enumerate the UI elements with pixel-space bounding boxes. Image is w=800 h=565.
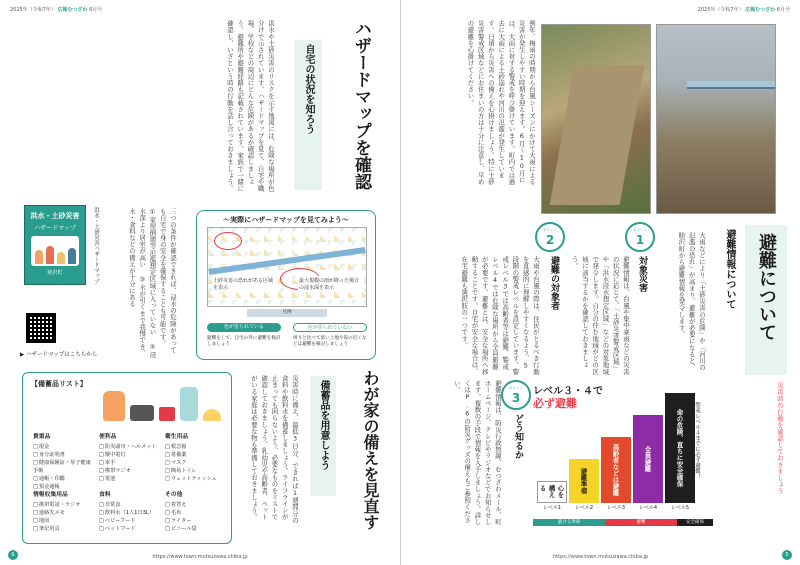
- hazard-title: ハザードマップを確認: [351, 20, 371, 190]
- list-item[interactable]: □ 非常食: [99, 501, 161, 509]
- level5-note: 警戒レベル４までに必ず避難！: [694, 402, 700, 479]
- list-col-food: 食料 □ 非常食 □ 飲料水（1人1日3L） □ ベビーフード □ ペットフード: [99, 491, 161, 533]
- header-date: 2025年（令和7年）: [10, 7, 56, 13]
- prep-body-text: 災害時に備え、最低3日分、できれば1週間分の食料や飲料水を備蓄しましょう。ライフラインが止まっても困らないよう、必要なものをリストで確認しておきましょう。乳幼児や高齢者、ペットがいる家庭は必要な物も準備しておきましょう。: [250, 375, 299, 524]
- header-brand: 広報むつざわ: [745, 7, 776, 13]
- prep-title: わが家の備えを見直す: [361, 370, 380, 530]
- water-bottle-icon: [180, 387, 198, 421]
- helmet-icon: [203, 409, 221, 421]
- list-item[interactable]: □ 携帯電話・ラジオ: [33, 501, 95, 509]
- pill-uncolored: 色が塗られていない: [293, 323, 367, 332]
- map-panel-title: 〜実際にハザードマップを見てみよう〜: [223, 216, 349, 224]
- levels-axis: [533, 519, 713, 526]
- cover-title-1: 洪水・土砂災害: [30, 212, 80, 220]
- point-1-badge: ポイント 1: [625, 222, 655, 252]
- map-conditions-text: 三つの条件が確認できれば、浸水の危険があっても自宅で身の安全を確保することも可能です。 ①家屋倒壊等氾濫想定区域に入っていない ②浸水深より居室が高い ③水が引くまで我慢でき、水・食料などの備えが十分にある: [128, 208, 177, 358]
- list-col-other: その他 □ 着替え □ 毛布 □ ライター □ ビニール袋: [165, 491, 227, 533]
- first-aid-icon: [159, 407, 175, 421]
- point-1-heading: 対象災害: [637, 256, 647, 292]
- pill-uncolored-text: 周りと比べて低い土地や崖の近くなどは避難を検討しましょう: [293, 336, 367, 347]
- list-col-hygiene: 衛生用品 □ 救急箱 □ 常備薬 □ マスク □ 簡易トイレ □ ウェットティッシュ: [165, 433, 227, 483]
- header-month: 6月号: [776, 7, 790, 13]
- header-month: 6月号: [89, 7, 103, 13]
- evacuation-title: 避難について: [745, 225, 787, 375]
- list-item[interactable]: □ 連絡先メモ: [33, 509, 95, 517]
- band-safety: 安全確保: [677, 519, 713, 526]
- list-item[interactable]: □ 電池: [99, 475, 161, 483]
- pill-colored: 色が塗られている: [207, 323, 281, 332]
- band-prepare: 避ける準備: [533, 519, 605, 526]
- list-item[interactable]: □ ウェットティッシュ: [165, 475, 227, 483]
- list-item[interactable]: □ 預金通帳: [33, 483, 95, 491]
- cover-brand: 睦沢町: [47, 270, 63, 276]
- page-header: [698, 6, 790, 13]
- list-item[interactable]: □ 救急箱: [165, 443, 227, 451]
- stockpile-illustrations: [103, 379, 227, 421]
- triangle-icon: ▶: [20, 352, 25, 358]
- pill-colored-text: 避難をして、自宅の外に避難を検討しましょう: [207, 336, 281, 347]
- cover-title-2: ハザードマップ: [34, 225, 76, 232]
- map-label-1: 土砂災害の恐れがある区域を表示: [213, 278, 274, 291]
- evacuation-levels-chart: [533, 382, 713, 532]
- levels-bars: [533, 382, 713, 517]
- page-number-right: 5: [782, 550, 792, 560]
- footer-url-right[interactable]: https://www.town.mutsuzawa.chiba.jp: [552, 554, 649, 560]
- map-image: [207, 227, 367, 307]
- evacuation-subheading: 避難情報について: [724, 229, 735, 309]
- levels-title-1: レベル３・４で: [533, 386, 603, 397]
- list-item[interactable]: □ 健康保険証・母子健康手帳: [33, 459, 95, 475]
- point-3-heading: どう知るか: [513, 414, 523, 459]
- hazard-map-panel: [196, 210, 376, 360]
- list-item[interactable]: □ 常備薬: [165, 451, 227, 459]
- level-bar-2: 避難準備: [569, 459, 599, 503]
- list-item[interactable]: □ マスク: [165, 459, 227, 467]
- backpack-icon: [103, 391, 125, 421]
- list-item[interactable]: □ 着替え: [165, 501, 227, 509]
- flooded-river-photo: [656, 24, 776, 214]
- list-item[interactable]: □ 筆記用具: [33, 525, 95, 533]
- stockpile-list-box: [22, 372, 232, 544]
- list-col-useful: 便利品 □ 防災頭巾・ヘルメット □ 懐中電灯 □ 軍手 □ 携帯ラジオ □ 電池: [99, 433, 161, 483]
- list-item[interactable]: □ 防災頭巾・ヘルメット: [99, 443, 161, 451]
- hazard-map-qr-code[interactable]: [26, 313, 56, 343]
- point-2-text: 大雨や台風の際は、住民がとるべき行動を直感的に理解しやすくなるよう、5段階の警戒レベルを設定しています。警戒レベル3では高齢者等は避難、警戒レベル4では危険な場所から全員避難が必要です。避難とは、安全な場所へ移動することです。自宅が安全な場合は、在宅避難も選択肢の一つです。: [460, 256, 540, 375]
- landslide-photo: [541, 24, 651, 214]
- right-caption: 災害時の行動を確認しておきましょう: [776, 382, 784, 495]
- point-2-heading: 避難の対象者: [549, 256, 559, 310]
- qr-caption: ▶ ハザードマップはこちらから: [20, 352, 98, 358]
- photo-intro-text: 例年、梅雨の時期から台風シーズンにかけて大雨による災害が発生しやすい時期を迎えます。6月〜10月には、大雨に対する警戒を呼び掛けています。町内では過去に大雨による土砂崩れや河川の氾濫が発生しています。日頃から災害への備えを心掛けましょう。特に土砂災害警戒区域などにお住まいの方は十分に注意し、早めの避難を心掛けてください。: [466, 20, 536, 185]
- map-label-2: 最大規模の雨が降った場合の浸水深を表示: [298, 276, 364, 292]
- level-bar-3: 高齢者などは避難: [601, 437, 631, 503]
- page-number-left: 6: [8, 550, 18, 560]
- page-right: [400, 0, 800, 565]
- list-item[interactable]: □ 身分証明書: [33, 451, 95, 459]
- list-item[interactable]: □ 軍手: [99, 459, 161, 467]
- level-label-3: レベル3: [606, 505, 626, 511]
- hazard-subheading: 自宅の状況を知ろう: [294, 40, 322, 190]
- level-label-5: レベル5: [670, 505, 690, 511]
- evacuation-intro: 大雨などにより「土砂災害の危険」や「河川の氾濫の恐れ」が高まり、避難が必要になると、睦沢町から避難情報を発令します。: [677, 232, 706, 371]
- list-item[interactable]: □ ビニール袋: [165, 525, 227, 533]
- level-bar-1: 心を構える: [537, 481, 567, 503]
- levels-title-2: 必ず避難: [533, 397, 577, 410]
- radio-icon: [130, 405, 154, 421]
- level-bar-5: 命の危険、直ちに安全確保: [665, 393, 695, 503]
- hazard-map-cover: [24, 205, 86, 285]
- cover-caption: 洪水・土砂災害ハザードマップ: [93, 207, 99, 284]
- cover-illustration: [31, 236, 79, 266]
- stockpile-list-title: 【備蓄品リスト】: [31, 380, 87, 388]
- header-brand: 広報むつざわ: [57, 7, 88, 13]
- list-item[interactable]: □ 携帯ラジオ: [99, 467, 161, 475]
- list-item[interactable]: □ 現金: [33, 443, 95, 451]
- map-highlight-circle-1: [214, 232, 242, 250]
- list-col-valuables: 貴重品 □ 現金 □ 身分証明書 □ 健康保険証・母子健康手帳 □ 通帳・印鑑 □ 預金通帳: [33, 433, 95, 491]
- hazard-body-text: 洪水や土砂災害のリスクを示す地図には、危険な場所が色分けで示されています。ハザードマップを見て、自宅や職場、学校などの周辺にどんな危険があるか確認しましょう。避難所や避難経路も記載されています。家族で一緒に確認し、いざという時の行動を話し合っておきましょう。: [226, 20, 275, 192]
- level-label-4: レベル4: [638, 505, 658, 511]
- header-date: 2025年（令和7年）: [697, 7, 744, 13]
- footer-url-left[interactable]: https://www.town.mutsuzawa.chiba.jp: [152, 554, 248, 560]
- list-col-info: 情報収集用品 □ 携帯電話・ラジオ □ 連絡先メモ □ 地図 □ 筆記用具: [33, 491, 95, 533]
- map-legend: 凡例: [247, 309, 327, 317]
- point-2-badge: ポイント 2: [535, 222, 565, 252]
- bridge-shape: [687, 81, 776, 89]
- point-3-badge: ポイント 3: [501, 380, 531, 410]
- point-3-text: 避難情報は、防災行政無線、むつざわメール、町ホームページ、テレビやラジオなどでお知らせします。複数の手段で情報を入手しましょう。詳しくはP.6の防災グッズの備えもご参照ください。: [453, 380, 502, 526]
- list-item[interactable]: □ ライター: [165, 517, 227, 525]
- list-item[interactable]: □ 飲料水（1人1日3L）: [99, 509, 161, 517]
- list-item[interactable]: □ 通帳・印鑑: [33, 475, 95, 483]
- list-item[interactable]: □ 簡易トイレ: [165, 467, 227, 475]
- list-item[interactable]: □ ベビーフード: [99, 517, 161, 525]
- list-item[interactable]: □ 毛布: [165, 509, 227, 517]
- landslide-slope: [550, 65, 645, 205]
- point-1-text: 避難情報は、台風や集中豪雨などの災害の状況に応じて、「土砂災害警戒区域」や「洪水浸水想定区域」などの対象地域で発令します。自分の住む地域がどの区域に該当するかを確認しておきましょう。: [570, 256, 630, 375]
- list-item[interactable]: □ ペットフード: [99, 525, 161, 533]
- page-header: [10, 6, 102, 13]
- band-evacuate: 避難: [605, 519, 677, 526]
- level-label-2: レベル2: [574, 505, 594, 511]
- list-item[interactable]: □ 懐中電灯: [99, 451, 161, 459]
- list-item[interactable]: □ 地図: [33, 517, 95, 525]
- prep-subheading: 備蓄品を用意しよう: [310, 376, 336, 496]
- level-label-1: レベル1: [542, 505, 562, 511]
- level-bar-4: 全員避難: [633, 415, 663, 503]
